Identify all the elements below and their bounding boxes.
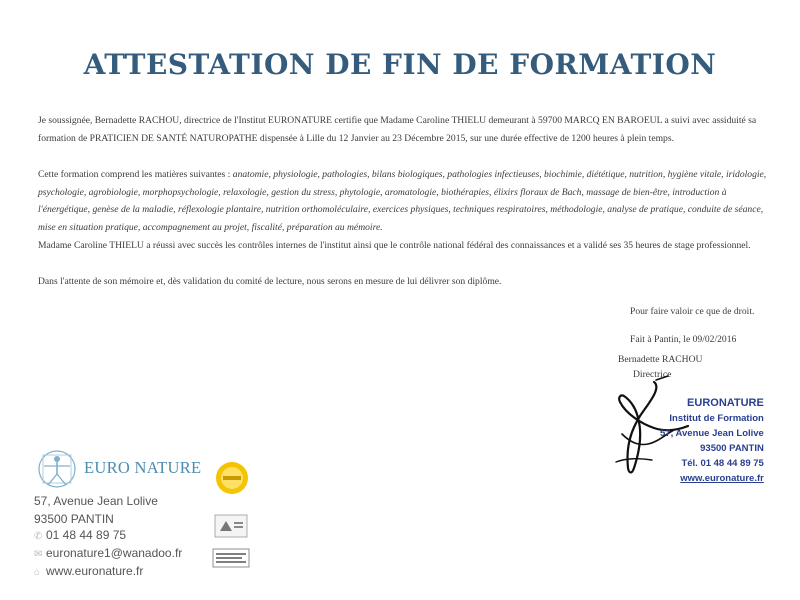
footer-address-1: 57, Avenue Jean Lolive [34,494,158,508]
footer-phone-row [34,528,126,542]
footer-address-2: 93500 PANTIN [34,512,114,526]
web-icon: ⌂ [34,567,41,578]
vitruvian-man-icon [36,448,78,490]
footer-website: www.euronature.fr [46,564,144,578]
stamp-tel: Tél. 01 48 44 89 75 [681,458,764,469]
paragraph-diploma: Dans l'attente de son mémoire et, dès validation du comité de lecture, nous serons en mesure de lui délivrer son diplôme. [38,276,502,287]
stamp-line-2: 57, Avenue Jean Lolive [660,428,764,439]
email-icon: ✉ [34,549,43,560]
stamp-line-1: Institut de Formation [669,413,764,424]
paragraph-certification: Je soussignée, Bernadette RACHOU, directrice de l'Institut EURONATURE certifie que Madame Caroline THIELU demeurant à 59700 MARCQ EN BAROEUL a suivi avec assiduité sa formation de PRATICIEN DE SANTÉ NATUROPATHE dispensée à Lille du 12 Janvier au 23 Décembre 2015, sur une durée effective de 1200 heures à plein temps. [38,115,757,144]
stamp-line-3: 93500 PANTIN [700,443,764,454]
place-date: Fait à Pantin, le 09/02/2016 [630,334,737,345]
footer-email: euronature1@wanadoo.fr [46,546,183,560]
paragraph-subjects [38,166,772,236]
footer-phone: 01 48 44 89 75 [46,528,127,542]
footer-email-row [34,546,182,560]
subjects-list: anatomie, physiologie, pathologies, bilans biologiques, pathologies infectieuses, biochimie, diététique, nutrition, hygiène vitale, iridologie, psychologie, agrobiologie, morphopsychologie, relaxologie, gestion du stress, phytologie, aromatologie, biothérapies, élixirs floraux de Bach, massage de bien-être, introduction à l'énergétique, genèse de la maladie, réflexologie plantaire, nutrition orthomoléculaire, exercices physiques, techniques respiratoires, méthodologie, analyse de pratique, conduite de séance, mise en situation pratique, accompagnement au projet, fiscalité, préparation au mémoire. [38,169,767,233]
stamp-brand: EURONATURE [687,397,764,409]
phone-icon: ✆ [34,531,43,542]
page-title: ATTESTATION DE FIN DE FORMATION [83,48,717,81]
signatory-name: Bernadette RACHOU [618,354,703,365]
euronature-logo [34,448,204,488]
closing-formula: Pour faire valoir ce que de droit. [630,306,755,317]
signatory-role: Directrice [633,369,672,380]
paragraph-success: Madame Caroline THIELU a réussi avec succès les contrôles internes de l'institut ainsi que le contrôle national fédéral des connaissances et a validé ses 35 heures de stage professionnel. [38,240,751,251]
institute-stamp [660,396,764,486]
certification-badge [214,514,248,538]
stamp-badge [212,548,250,568]
stamp-web: www.euronature.fr [680,473,764,484]
federation-badge [214,460,250,496]
logo-text: EURO NATURE [84,458,202,477]
subjects-intro: Cette formation comprend les matières suivantes : [38,169,233,180]
footer-web-row [34,564,143,578]
